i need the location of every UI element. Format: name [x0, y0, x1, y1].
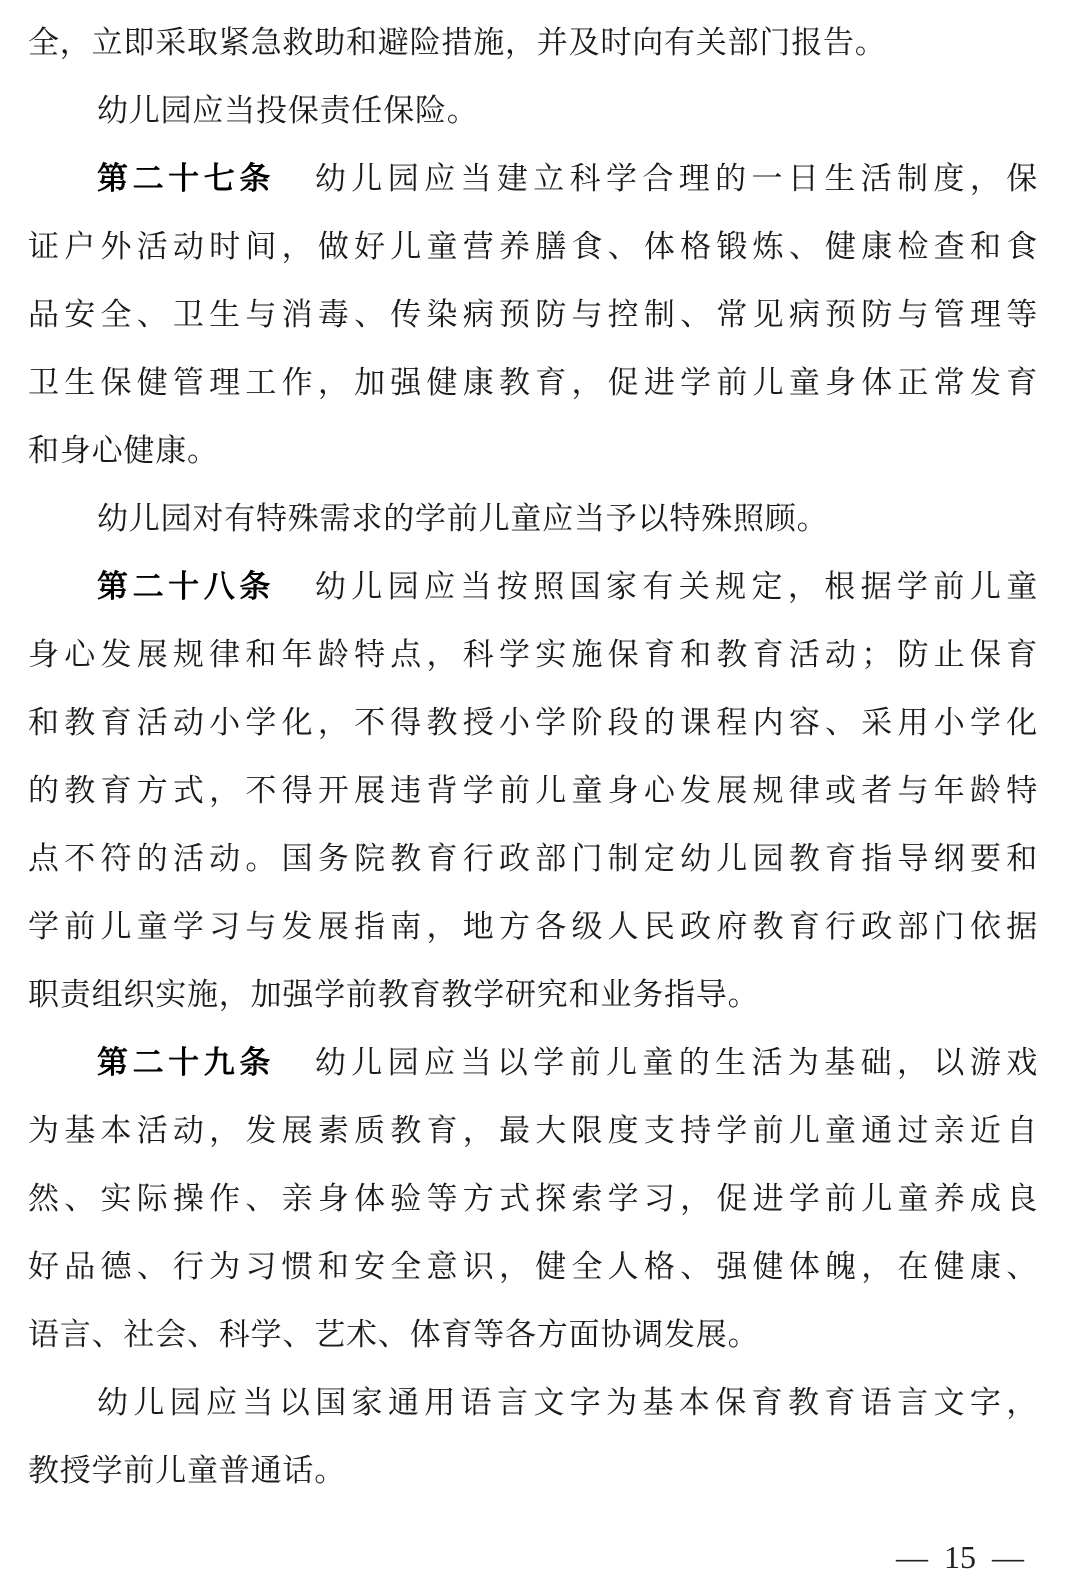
text-line: 身心发展规律和年龄特点，科学实施保育和教育活动；防止保育 — [28, 637, 1038, 673]
text-line: 卫生保健管理工作，加强健康教育，促进学前儿童身体正常发育 — [28, 365, 1038, 401]
text-line: 为基本活动，发展素质教育，最大限度支持学前儿童通过亲近自 — [28, 1113, 1038, 1149]
text-line: 品安全、卫生与消毒、传染病预防与控制、常见病预防与管理等 — [28, 297, 1038, 333]
text-line: 的教育方式，不得开展违背学前儿童身心发展规律或者与年龄特 — [28, 773, 1038, 809]
text-line: 幼儿园应当投保责任保险。 — [97, 93, 479, 129]
text-line: 全，立即采取紧急救助和避险措施，并及时向有关部门报告。 — [28, 25, 887, 61]
article-number: 第二十八条 — [97, 569, 275, 605]
text-line: 幼儿园应当以国家通用语言文字为基本保育教育语言文字， — [97, 1385, 1038, 1421]
article-29-first-line — [97, 1029, 1038, 1097]
text-line: 语言、社会、科学、艺术、体育等各方面协调发展。 — [28, 1317, 760, 1353]
text-line: 教授学前儿童普通话。 — [28, 1453, 346, 1489]
article-27-first-line — [97, 145, 1038, 213]
article-number: 第二十九条 — [97, 1045, 275, 1081]
text-line: 然、实际操作、亲身体验等方式探索学习，促进学前儿童养成良 — [28, 1181, 1038, 1217]
text-line: 幼儿园应当按照国家有关规定，根据学前儿童 — [314, 569, 1039, 605]
text-line: 职责组织实施，加强学前教育教学研究和业务指导。 — [28, 977, 760, 1013]
text-line: 和教育活动小学化，不得教授小学阶段的课程内容、采用小学化 — [28, 705, 1038, 741]
text-line: 好品德、行为习惯和安全意识，健全人格、强健体魄，在健康、 — [28, 1249, 1038, 1285]
text-line: 点不符的活动。国务院教育行政部门制定幼儿园教育指导纲要和 — [28, 841, 1038, 877]
text-line: 幼儿园对有特殊需求的学前儿童应当予以特殊照顾。 — [97, 501, 829, 537]
text-line: 幼儿园应当以学前儿童的生活为基础，以游戏 — [314, 1045, 1039, 1081]
article-number: 第二十七条 — [97, 161, 275, 197]
text-line: 学前儿童学习与发展指南，地方各级人民政府教育行政部门依据 — [28, 909, 1038, 945]
page-number: — 15 — — [896, 1539, 1024, 1575]
article-28-first-line — [97, 553, 1038, 621]
text-line: 和身心健康。 — [28, 433, 219, 469]
text-line: 幼儿园应当建立科学合理的一日生活制度，保 — [314, 161, 1039, 197]
text-line: 证户外活动时间，做好儿童营养膳食、体格锻炼、健康检查和食 — [28, 229, 1038, 265]
